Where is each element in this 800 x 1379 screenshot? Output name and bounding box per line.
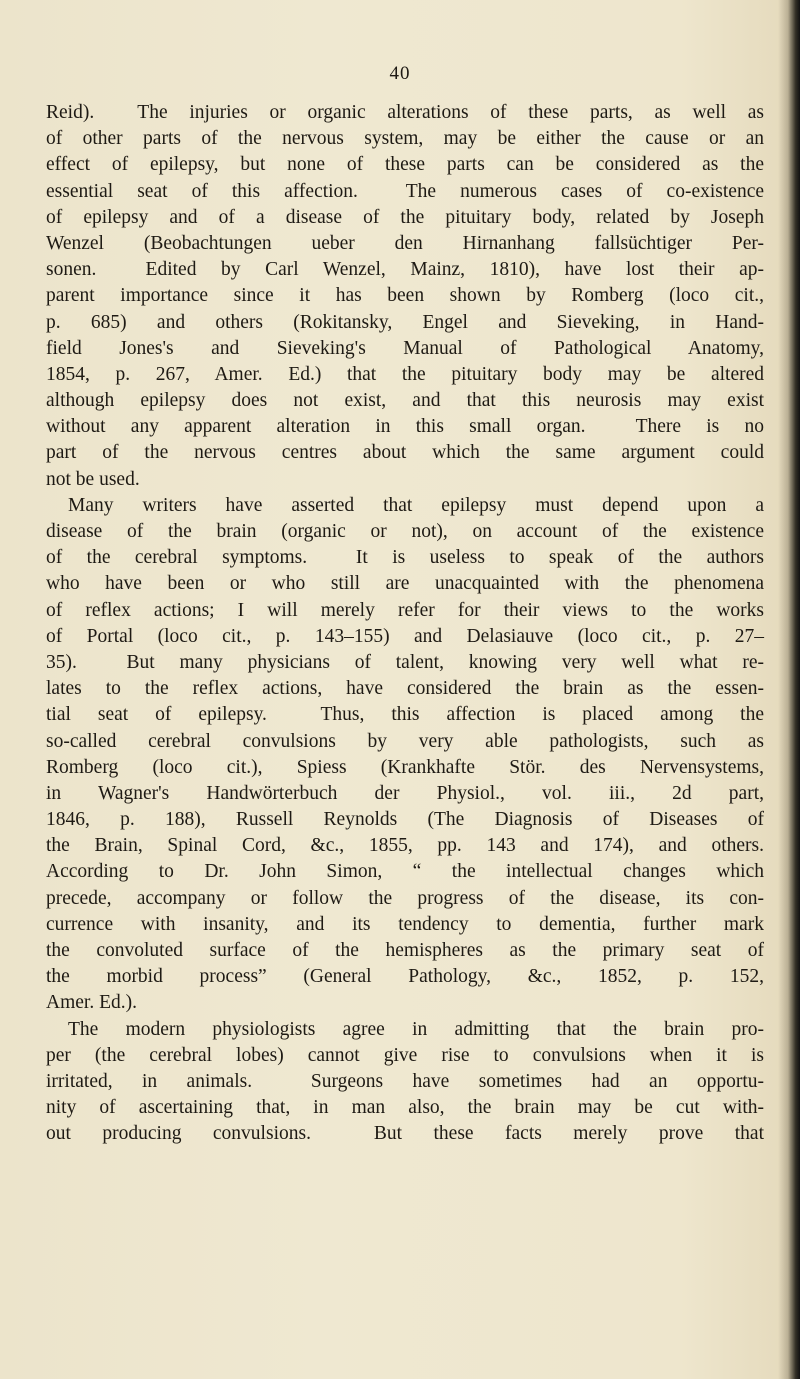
text-line: currence with insanity, and its tendency to dementia, further mark (46, 913, 764, 935)
text-line: although epilepsy does not exist, and that this neurosis may exist (46, 390, 764, 412)
text-line: so-called cerebral convulsions by very able pathologists, such as (46, 730, 764, 752)
text-line: disease of the brain (organic or not), on account of the existence (46, 521, 764, 542)
text-line: the Brain, Spinal Cord, &c., 1855, pp. 143 and 174), and others. (46, 835, 764, 857)
text-line: p. 685) and others (Rokitansky, Engel and Sieveking, in Hand- (46, 311, 764, 333)
text-line: 1846, p. 188), Russell Reynolds (The Diagnosis of Diseases of (46, 809, 764, 831)
text-line: the convoluted surface of the hemispheres as the primary seat of (46, 940, 764, 961)
text-line: of epilepsy and of a disease of the pituitary body, related by Joseph (46, 206, 764, 228)
text-line: of Portal (loco cit., p. 143–155) and Delasiauve (loco cit., p. 27– (46, 625, 764, 647)
page-edge-shadow (778, 0, 800, 1379)
text-line: field Jones's and Sieveking's Manual of Pathological Anatomy, (46, 337, 764, 359)
body-text (46, 100, 764, 1148)
text-line: without any apparent alteration in this small organ. There is no (46, 416, 764, 438)
text-line: nity of ascertaining that, in man also, the brain may be cut with- (46, 1097, 764, 1119)
text-line: effect of epilepsy, but none of these parts can be considered as the (46, 154, 764, 176)
text-line: Wenzel (Beobachtungen ueber den Hirnanhang fallsüchtiger Per- (46, 232, 764, 254)
text-line: Reid). The injuries or organic alterations of these parts, as well as (46, 102, 764, 123)
text-line: of the cerebral symptoms. It is useless to speak of the authors (46, 547, 764, 569)
text-line: precede, accompany or follow the progress of the disease, its con- (46, 887, 764, 909)
text-line: lates to the reflex actions, have considered the brain as the essen- (46, 678, 764, 700)
text-line: tial seat of epilepsy. Thus, this affection is placed among the (46, 704, 764, 726)
text-line: essential seat of this affection. The numerous cases of co-existence (46, 180, 764, 202)
text-line: not be used. (46, 468, 140, 490)
text-line: the morbid process” (General Pathology, &c., 1852, p. 152, (46, 966, 764, 988)
text-line: irritated, in animals. Surgeons have sometimes had an opportu- (46, 1070, 764, 1092)
text-line: of other parts of the nervous system, may be either the cause or an (46, 128, 764, 150)
text-line: of reflex actions; I will merely refer for their views to the works (46, 599, 764, 621)
text-line: part of the nervous centres about which the same argument could (46, 442, 764, 464)
text-line: According to Dr. John Simon, “ the intellectual changes which (46, 861, 764, 883)
text-line: sonen. Edited by Carl Wenzel, Mainz, 1810), have lost their ap- (46, 259, 764, 281)
text-line: Many writers have asserted that epilepsy must depend upon a (68, 494, 764, 516)
text-line: who have been or who still are unacquainted with the phenomena (46, 573, 764, 595)
text-line: 1854, p. 267, Amer. Ed.) that the pituitary body may be altered (46, 363, 764, 385)
text-line: 35). But many physicians of talent, knowing very well what re- (46, 651, 764, 673)
text-line: Amer. Ed.). (46, 992, 137, 1014)
text-line: The modern physiologists agree in admitting that the brain pro- (68, 1018, 764, 1040)
text-line: per (the cerebral lobes) cannot give rise to convulsions when it is (46, 1044, 764, 1066)
text-line: parent importance since it has been shown by Romberg (loco cit., (46, 285, 764, 307)
text-line: Romberg (loco cit.), Spiess (Krankhafte Stör. des Nervensystems, (46, 756, 764, 778)
text-line: out producing convulsions. But these facts merely prove that (46, 1123, 764, 1145)
text-line: in Wagner's Handwörterbuch der Physiol., vol. iii., 2d part, (46, 782, 764, 804)
page-number: 40 (389, 63, 411, 84)
